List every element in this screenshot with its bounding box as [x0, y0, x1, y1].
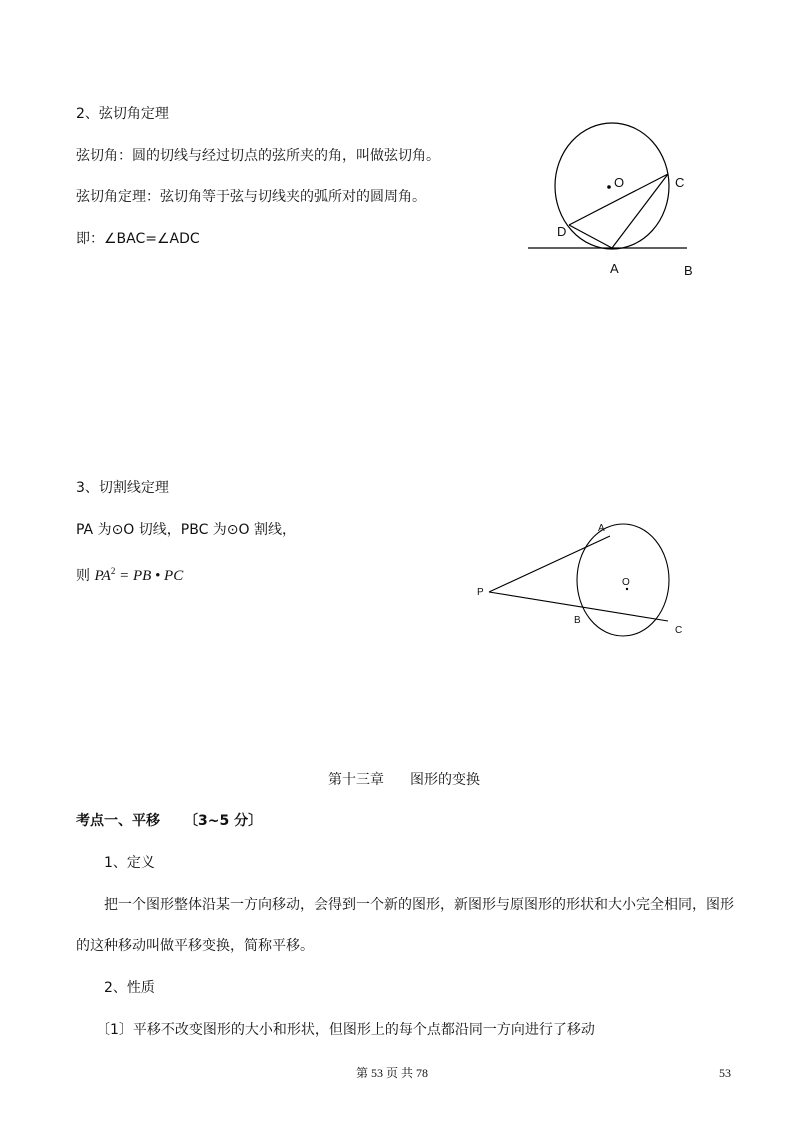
- circle-o: [555, 123, 669, 249]
- label-b: B: [684, 263, 693, 278]
- section3-formula: [76, 562, 183, 585]
- formula-prefix: 则: [76, 568, 90, 584]
- label-o2: O: [622, 577, 630, 588]
- label-c2: C: [675, 625, 683, 636]
- property-1: 〔1〕平移不改变图形的大小和形状，但图形上的每个点都沿同一方向进行了移动: [96, 1022, 595, 1038]
- section2-theorem: 弦切角定理：弦切角等于弦与切线夹的弧所对的圆周角。: [76, 189, 426, 205]
- section2-formula: 即：∠BAC=∠ADC: [76, 231, 200, 247]
- kaodian1-score: 〔3~5 分〕: [184, 813, 263, 829]
- section3-heading: 3、切割线定理: [76, 480, 169, 496]
- definition-line1: 把一个图形整体沿某一方向移动，会得到一个新的图形，新图形与原图形的形状和大小完全相同，图形: [104, 897, 734, 913]
- label-c: C: [675, 175, 685, 190]
- label-a: A: [610, 261, 619, 276]
- chapter-title: 第十三章: [328, 772, 384, 788]
- label-o: O: [614, 175, 625, 190]
- label-p: P: [477, 587, 484, 598]
- section3-statement: PA 为⊙O 切线，PBC 为⊙O 割线，: [76, 522, 297, 538]
- label-a2: A: [598, 523, 605, 534]
- footer-page-number: 53: [719, 1066, 731, 1080]
- center-point: [607, 185, 611, 189]
- definition-line2: 的这种移动叫做平移变换，简称平移。: [76, 938, 314, 954]
- definition-heading: 1、定义: [104, 855, 155, 871]
- footer-page-info: 第 53 页 共 78: [356, 1066, 429, 1080]
- kaodian1-heading: 考点一、平移: [76, 813, 160, 829]
- chapter-subtitle: 图形的变换: [410, 772, 480, 788]
- center-point-2: [626, 588, 628, 590]
- formula-pa: $PA^2$ = PB • PC: [94, 566, 184, 584]
- tangent-pa: [489, 536, 610, 592]
- section2-definition: 弦切角：圆的切线与经过切点的弦所夹的角，叫做弦切角。: [76, 148, 440, 164]
- label-d: D: [557, 224, 567, 239]
- section2-heading: 2、弦切角定理: [76, 106, 169, 122]
- label-b2: B: [574, 615, 581, 626]
- property-heading: 2、性质: [104, 980, 155, 996]
